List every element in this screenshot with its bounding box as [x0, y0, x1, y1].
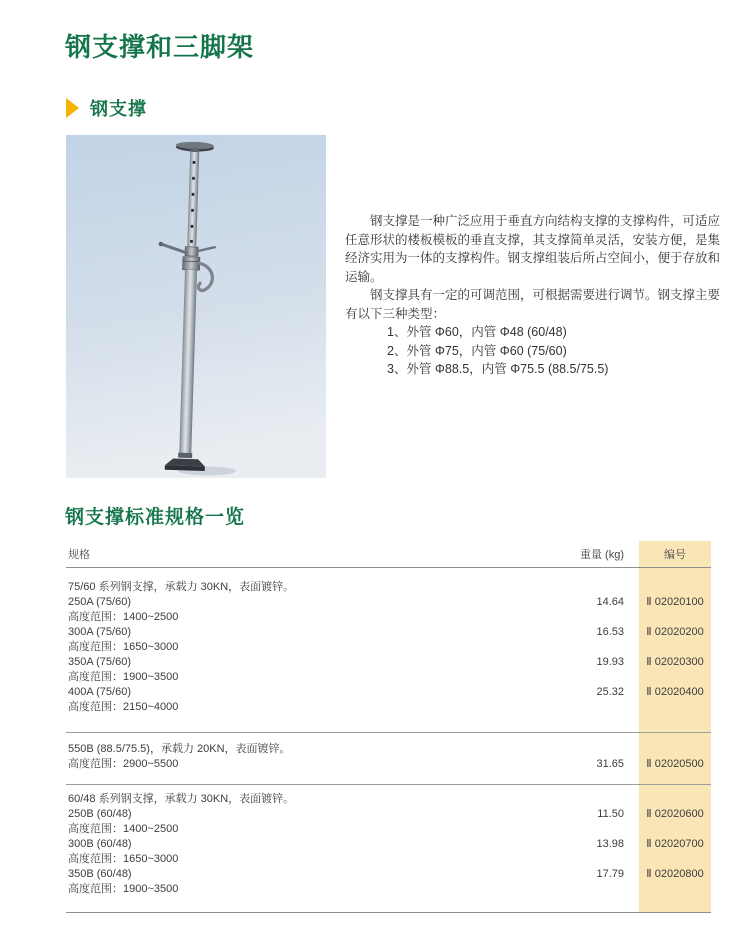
intro-paragraph-2: 钢支撑具有一定的可调范围，可根据需要进行调节。钢支撑主要有以下三种类型：: [345, 288, 721, 321]
spec-cell: 高度范围：1650~3000: [68, 853, 179, 865]
type-item: 3、外管 Φ88.5，内管 Φ75.5 (88.5/75.5): [387, 362, 609, 376]
spec-cell: 300B (60/48): [68, 838, 132, 850]
type-item: 2、外管 Φ75，内管 Φ60 (75/60): [387, 343, 567, 358]
table-row: [66, 742, 711, 757]
spec-cell: 350B (60/48): [68, 868, 132, 880]
table-row: [66, 580, 711, 595]
weight-cell: [544, 882, 624, 897]
table-row: [66, 625, 711, 640]
spec-cell: 550B (88.5/75.5)，承载力 20KN，表面镀锌。: [68, 743, 291, 755]
spec-cell: 300A (75/60): [68, 626, 131, 638]
intro-text: [345, 212, 723, 379]
weight-cell: 19.93: [596, 656, 624, 668]
table-title: 钢支撑标准规格一览: [65, 507, 246, 528]
adjusting-nut: [183, 257, 200, 271]
weight-cell: 11.50: [597, 808, 624, 820]
table-row: [66, 610, 711, 625]
spec-cell: 400A (75/60): [68, 686, 131, 698]
table-row: [66, 792, 711, 807]
weight-cell: [544, 640, 624, 655]
spec-cell: 高度范围：1400~2500: [68, 611, 179, 623]
code-cell: Ⅱ 02020400: [646, 686, 704, 698]
code-cell: [624, 670, 711, 685]
page-title: 钢支撑和三脚架: [65, 32, 255, 62]
col-header-weight: 重量 (kg): [580, 549, 624, 561]
code-cell: Ⅱ 02020600: [646, 808, 704, 820]
table-row: [66, 595, 711, 610]
table-group: [66, 732, 711, 784]
table-row: [66, 807, 711, 822]
code-cell: [624, 822, 711, 837]
spec-cell: 350A (75/60): [68, 656, 131, 668]
spec-table: [66, 541, 711, 913]
steel-prop-illustration: [66, 135, 326, 478]
weight-cell: 14.64: [596, 596, 624, 608]
spec-cell: 250A (75/60): [68, 596, 131, 608]
spec-cell: 60/48 系列钢支撑，承载力 30KN，表面镀锌。: [68, 793, 295, 805]
intro-paragraph-1: 钢支撑是一种广泛应用于垂直方向结构支撑的支撑构件，可适应任意形状的楼板模板的垂直支撑，其支撑简单灵活，安装方便，是集经济实用为一体的支撑构件。钢支撑组装后所占空间小，便于存放和运输。: [345, 214, 721, 284]
code-cell: Ⅱ 02020800: [646, 868, 704, 880]
spec-cell: 高度范围：2150~4000: [68, 701, 179, 713]
weight-cell: 25.32: [596, 686, 624, 698]
code-cell: [624, 700, 711, 715]
spec-cell: 高度范围：2900~5500: [68, 758, 179, 770]
code-cell: [624, 580, 711, 595]
code-cell: [624, 792, 711, 807]
weight-cell: [544, 670, 624, 685]
table-row: [66, 685, 711, 700]
col-header-code: 编号: [664, 549, 686, 561]
spec-cell: 高度范围：1650~3000: [68, 641, 179, 653]
col-header-spec: 规格: [68, 549, 90, 561]
code-cell: Ⅱ 02020200: [646, 626, 704, 638]
code-cell: Ⅱ 02020700: [646, 838, 704, 850]
table-row: [66, 655, 711, 670]
spec-cell: 高度范围：1900~3500: [68, 671, 179, 683]
type-item: 1、外管 Φ60，内管 Φ48 (60/48): [387, 325, 567, 339]
spec-cell: 高度范围：1400~2500: [68, 823, 179, 835]
nut-thread-line: [183, 261, 200, 262]
code-cell: [624, 742, 711, 757]
table-row: [66, 867, 711, 882]
spec-cell: 高度范围：1900~3500: [68, 883, 179, 895]
code-cell: Ⅱ 02020500: [646, 758, 704, 770]
code-cell: [624, 640, 711, 655]
table-row: [66, 757, 711, 772]
weight-cell: [544, 792, 624, 807]
table-row: [66, 852, 711, 867]
weight-cell: [544, 580, 624, 595]
weight-cell: [544, 700, 624, 715]
table-row: [66, 640, 711, 655]
code-cell: [624, 882, 711, 897]
weight-cell: [544, 822, 624, 837]
section-title: 钢支撑: [90, 99, 147, 119]
weight-cell: 31.65: [596, 758, 624, 770]
weight-cell: 16.53: [596, 626, 624, 638]
table-header-row: [66, 541, 711, 568]
table-body: [66, 568, 711, 912]
steel-prop-photo: [66, 135, 326, 478]
weight-cell: 13.98: [596, 838, 624, 850]
table-row: [66, 882, 711, 897]
table-group: [66, 784, 711, 912]
weight-cell: [544, 742, 624, 757]
table-row: [66, 822, 711, 837]
code-cell: Ⅱ 02020300: [646, 656, 704, 668]
code-cell: [624, 610, 711, 625]
table-row: [66, 670, 711, 685]
section-header: [66, 96, 147, 120]
section-arrow-icon: [66, 98, 79, 118]
weight-cell: [544, 852, 624, 867]
table-row: [66, 700, 711, 715]
table-group: [66, 568, 711, 732]
tube-foot-collar: [178, 453, 192, 458]
spec-cell: 75/60 系列钢支撑，承载力 30KN，表面镀锌。: [68, 581, 295, 593]
weight-cell: [544, 610, 624, 625]
type-list: [345, 323, 723, 379]
code-cell: [624, 852, 711, 867]
weight-cell: 17.79: [596, 868, 624, 880]
spec-cell: 250B (60/48): [68, 808, 132, 820]
code-cell: Ⅱ 02020100: [646, 596, 704, 608]
table-row: [66, 837, 711, 852]
